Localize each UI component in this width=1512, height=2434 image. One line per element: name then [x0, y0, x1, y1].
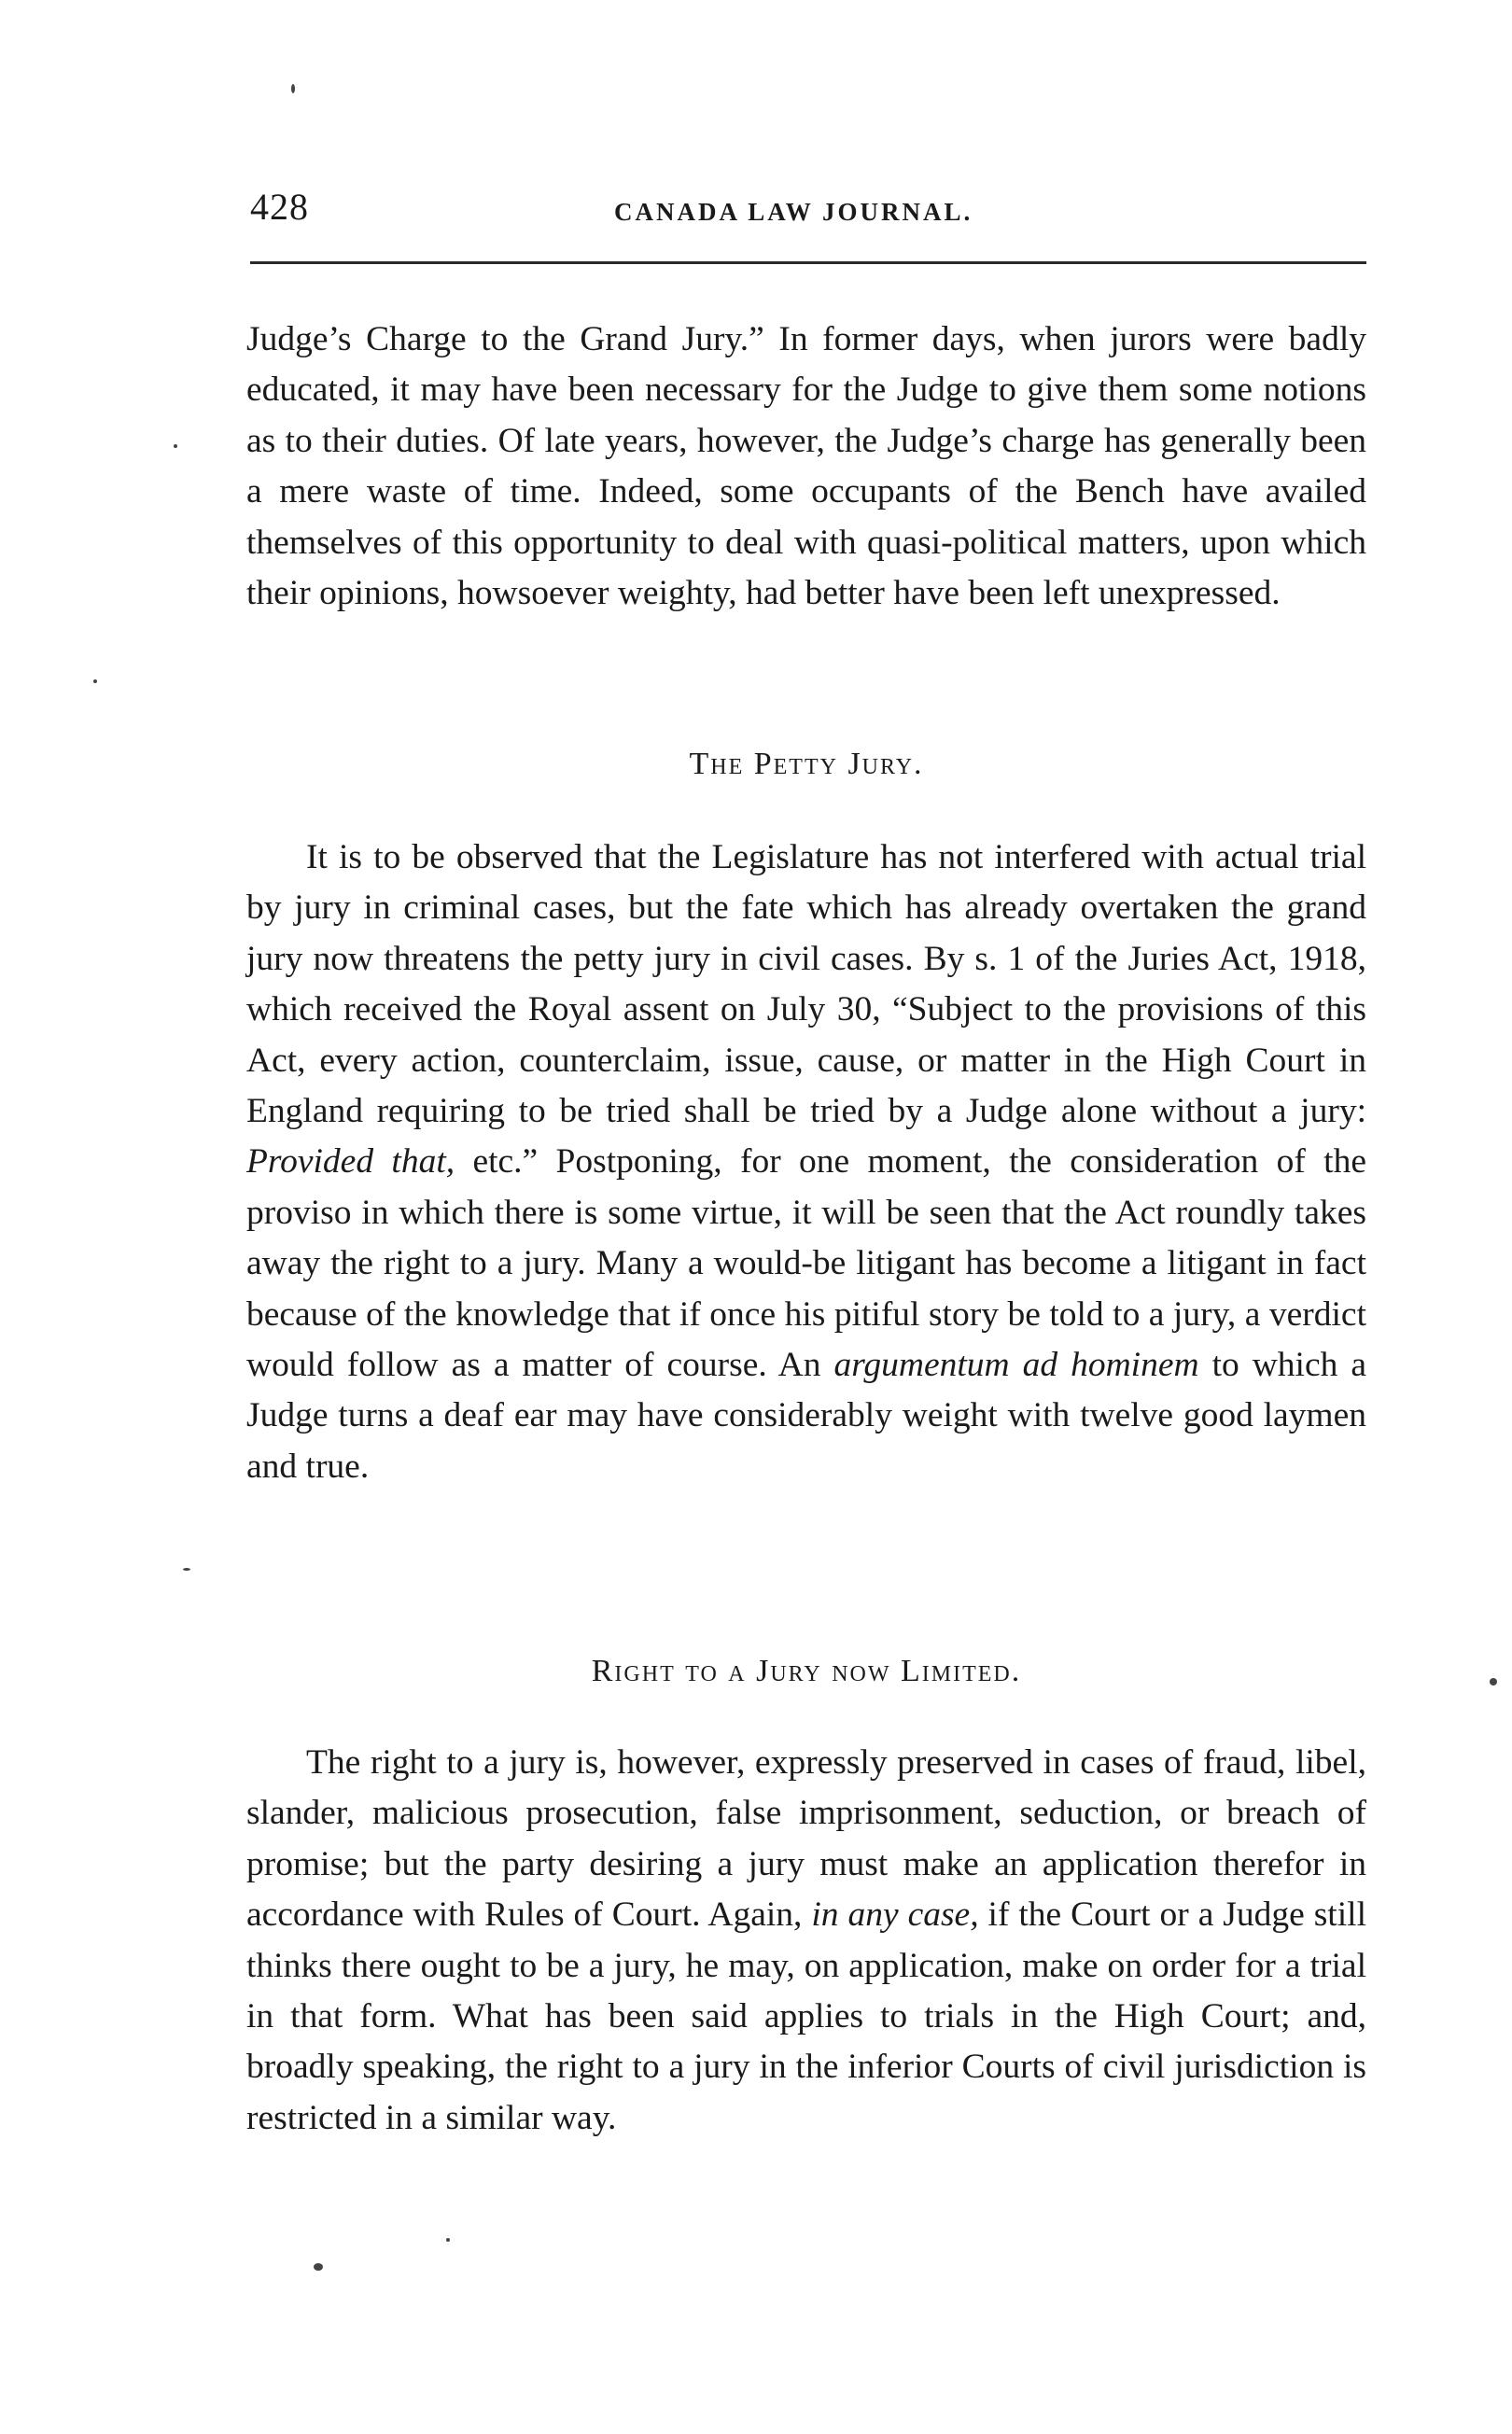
text-run: if the Court or a Judge still thinks there ought to be a jury, he may, on application, make on order for a trial in that form. What has been said applies to trials in the High Court; and, broadly speaking, the right to a jury in the inferior Courts of civil jurisdiction is restricted in a similar way. [246, 1895, 1366, 2137]
running-head [250, 185, 1366, 241]
scan-speck [1490, 1678, 1497, 1686]
text-run: It is to be observed that the Legislature has not interfered with actual trial by jury in criminal cases, but the fate which has already overtaken the grand jury now threatens the petty jury in civil cases. By s. 1 of the Juries Act, 1918, which received the Royal assent on July 30, “Subject to the provisions of this Act, every action, counterclaim, issue, cause, or matter in the High Court in England requiring to be tried shall be tried by a Judge alone without a jury: [246, 838, 1366, 1131]
paragraph-right-to-jury [246, 1738, 1366, 2144]
text-run: etc.” Postponing, for one moment, the consideration of the proviso in which there is some virtue, it will be seen that the Act roundly takes away the right to a jury. Many a would-be litigant has become a litigant in fact because of the knowledge that if once his pitiful story be told to a jury, a verdict would follow as a matter of course. An [246, 1142, 1366, 1385]
paragraph-text: Judge’s Charge to the Grand Jury.” In former days, when jurors were badly educated, it may have been necessary for the Judge to give them some notions as to their duties. Of late years, however, the Judge’s charge has generally been a mere waste of time. Indeed, some occupants of the Bench have availed themselves of this opportunity to deal with quasi-political matters, upon which their opinions, howsoever weighty, had better have been left unexpressed. [246, 320, 1366, 613]
text-run: The right to a jury is, however, expressly preserved in cases of fraud, libel, slander, malicious prosecution, false imprisonment, seduction, or breach of promise; but the party desiring a jury must make an application therefor in accordance with Rules of Court. Again, [246, 1743, 1366, 1935]
journal-title: CANADA LAW JOURNAL. [614, 198, 973, 226]
paragraph-text [246, 1738, 1366, 2144]
paragraph-continuation [246, 315, 1366, 619]
italic-text: argumentum ad hominem [833, 1346, 1199, 1385]
italic-text: in any case, [811, 1895, 979, 1935]
text-run: to which a Judge turns a deaf ear may have considerably weight with twelve good laymen and true. [246, 1346, 1366, 1486]
italic-text: Provided that, [246, 1142, 455, 1182]
scan-speck [314, 2263, 323, 2271]
scan-speck [291, 84, 295, 93]
scan-speck [446, 2238, 450, 2242]
header-rule [250, 261, 1366, 264]
scan-speck [93, 679, 97, 683]
section-heading-petty-jury: The Petty Jury. [689, 747, 924, 781]
page-number: 428 [250, 186, 309, 228]
paragraph-petty-jury [246, 832, 1366, 1492]
paragraph-text [246, 832, 1366, 1492]
scan-speck [174, 444, 177, 448]
section-heading-right-to-jury: Right to a Jury now Limited. [591, 1654, 1022, 1688]
scan-speck [183, 1568, 190, 1571]
